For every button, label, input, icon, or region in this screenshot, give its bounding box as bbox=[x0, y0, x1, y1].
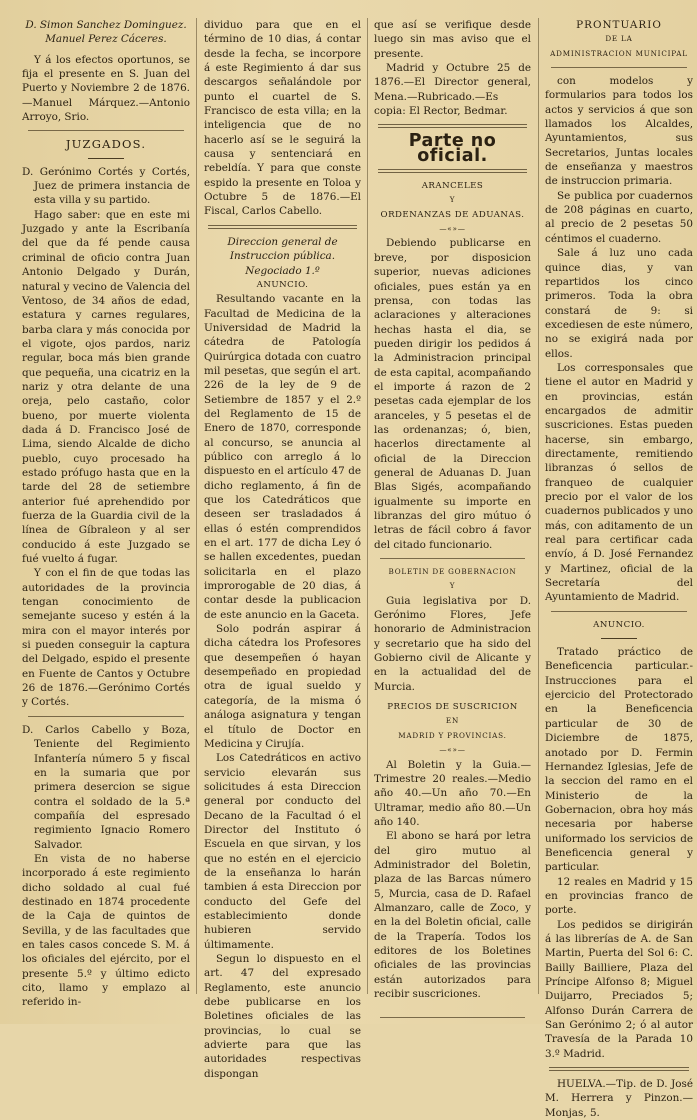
prontuario-heading: PRONTUARIO bbox=[576, 19, 662, 31]
notice-paragraph: Solo podrán aspirar á dicha cátedra los Profesores que desempeñen ó hayan desempeñado en propiedad otra de igual sueldo y categoría, de la misma ó análoga asignatura y tengan el título de Doctor en Medicina y Cirujía. bbox=[204, 623, 361, 750]
edict-intro: D. Gerónimo Cortés y Cortés, Juez de primera instancia de esta villa y su partido. bbox=[22, 165, 190, 207]
ornament: —«»— bbox=[439, 224, 466, 234]
notice-paragraph: Sale á luz uno cada quince dias, y van repartidos los cinco primeros. Toda la obra constará de 9: si excediesen de este número, no se exigirá nada por ellos. bbox=[545, 247, 693, 360]
precios-heading: PRECIOS DE SUSCRICION bbox=[387, 702, 518, 713]
column-1 bbox=[22, 18, 190, 1024]
notice-paragraph: Los pedidos se dirigirán á las librerías de A. de San Martin, Puerta del Sol 6: C. Bailly Bailliere, Plaza del Príncipe Alfonso 8; Miguel Duijarro, Preciados 5; Alfonso Durán Carrera de San Gerónimo 2; ó al autor Travesía de la Parada 10 3.º Madrid. bbox=[545, 918, 693, 1060]
double-divider bbox=[549, 1067, 689, 1071]
edict-intro: D. Carlos Cabello y Boza, Teniente del Regimiento Infantería número 5 y fiscal en la sumaria que por primera desercion se sigue contra el soldado de la 5.ª compañía del espresado regimiento Ignacio Romero Salvador. bbox=[22, 723, 190, 851]
boletin-heading: BOLETIN DE GOBERNACION bbox=[388, 567, 517, 577]
aranceles-heading: ARANCELES bbox=[421, 181, 484, 192]
price-paragraph: 12 reales en Madrid y 15 en provincias franco de porte. bbox=[545, 875, 693, 917]
conjunction: EN bbox=[445, 716, 460, 726]
notice-paragraph: Debiendo publicarse en breve, por disposicion superior, nuevas adiciones oficiales, pues están ya en prensa, con todas las aclaraciones y alteraciones hechas hasta el dia, se pueden dirigir los pedidos á la Administracion principal de esta capital, acompañando el importe á razon de 2 pesetas cada ejemplar de los aranceles, y 5 pesetas el de las ordenanzas; ó, bien, hacerlos directamente al oficial de la Direccion general de Aduanas D. Juan Blas Sigés, acompañando igualmente su importe en libranzas del giro mútuo ó letras de fácil cobro á favor del citado funcionario. bbox=[374, 237, 532, 551]
signature-line: Manuel Perez Cáceres. bbox=[45, 33, 167, 46]
column-rule bbox=[367, 18, 368, 994]
ornament: —«»— bbox=[439, 745, 466, 755]
printer-imprint: HUELVA.—Tip. de D. José M. Herrera y Pinzon.—Monjas, 5. bbox=[545, 1078, 693, 1119]
short-rule bbox=[601, 638, 637, 639]
notice-paragraph: Se publica por cuadernos de 208 páginas en cuarto, al precio de 2 pesetas 50 céntimos el cuaderno. bbox=[545, 189, 693, 245]
notice-continuation: que así se verifique desde luego sin mas aviso que el presente. bbox=[374, 19, 531, 60]
divider bbox=[28, 130, 184, 131]
signature-line: D. Simon Sanchez Dominguez. bbox=[25, 19, 187, 31]
date-signature: Madrid y Octubre 25 de 1876.—El Director general, Mena.—Rubricado.—Es copia: El Rector, Bedmar. bbox=[374, 62, 531, 118]
edict-paragraph: En vista de no haberse incorporado á este regimiento dicho soldado al cual fué destinado en 1874 procedente de la Caja de quintos de Sevilla, y de las facultades que en tales casos concede S. M. á los oficiales del ejército, por el presente 5.º y último edicto cito, llamo y emplazo al referido in- bbox=[22, 852, 190, 1009]
notice-paragraph: Guia legislativa por D. Gerónimo Flores, Jefe honorario de Administracion y secretario que ha sido del Gobierno civil de Alicante y en la actualidad del de Murcia. bbox=[374, 594, 531, 693]
ordenanzas-heading: ORDENANZAS DE ADUANAS. bbox=[380, 209, 525, 220]
section-title: Parte no oficial. bbox=[408, 131, 497, 166]
divider bbox=[551, 67, 687, 68]
divider bbox=[380, 558, 525, 559]
madrid-provincias-heading: MADRID Y PROVINCIAS. bbox=[398, 730, 507, 740]
divider bbox=[551, 611, 687, 612]
conjunction: Y bbox=[449, 195, 456, 205]
anuncio-heading: ANUNCIO. bbox=[593, 619, 645, 630]
double-divider bbox=[208, 225, 357, 229]
subheading: Negociado 1.º bbox=[245, 264, 320, 277]
edict-continuation: dividuo para que en el término de 10 dias, á contar desde la fecha, se incorpore á este Regimiento á dar sus descargos señalándole por punto el cuartel de S. Francisco de esta villa; en la inteligencia que de no hacerlo así se le seguirá la causa y sentenciará en rebeldía. Y para que conste espido la presente en Toloa y Octubre 5 de 1876.—El Fiscal, Carlos Cabello. bbox=[204, 19, 361, 218]
column-3 bbox=[374, 18, 531, 1024]
edict-paragraph: Y con el fin de que todas las autoridades de la provincia tengan conocimiento de semejante suceso y estén á la mira con el mayor interés por si pueden conseguir la captura del Delgado, espido el presente en Fuente de Cantos y Octubre 26 de 1876.—Gerónimo Cortés y Cortés. bbox=[22, 567, 190, 709]
prices-paragraph: Al Boletin y la Guia.—Trimestre 20 reales.—Medio año 40.—Un año 70.—En Ultramar, medio año 80.—Un año 140. bbox=[374, 758, 531, 828]
short-rule bbox=[88, 158, 124, 159]
notice-paragraph: Resultando vacante en la Facultad de Medicina de la Universidad de Madrid la cátedra de Patología Quirúrgica dotada con cuatro mil pesetas, que según el art. 226 de la ley de 9 de Setiembre de 1857 y el 2.º del Reglamento de 15 de Enero de 1870, corresponde al concurso, se anuncia al público con arreglo á lo dispuesto en el artículo 47 de dicho reglamento, á fin de que los Catedráticos que deseen ser trasladados á ellas ó estén comprendidos en el art. 177 de dicha Ley ó se hallen excedentes, puedan solicitarla en el plazo improrogable de 20 dias, á contar desde la publicacion de este anuncio en la Gaceta. bbox=[204, 293, 361, 621]
double-divider bbox=[378, 124, 527, 128]
notice-paragraph: con modelos y formularios para todos los actos y servicios á que son llamados los Alcaldes, Ayuntamientos, sus Secretarios, Juntas locales de enseñanza y maestros de instruccion primaria. bbox=[545, 75, 693, 188]
double-divider bbox=[378, 169, 527, 173]
notice-paragraph: El abono se hará por letra del giro mutuo al Administrador del Boletin, plaza de las Barcas número 5, Murcia, casa de D. Rafael Almanzaro, calle de Zoco, y en la del Boletin oficial, calle de la Trapería. Todos los editores de los Boletines oficiales de las provincias están autorizados para recibir suscriciones. bbox=[374, 830, 531, 1000]
column-2 bbox=[204, 18, 361, 1080]
section-heading: JUZGADOS. bbox=[65, 137, 147, 152]
notice-paragraph: Los corresponsales que tiene el autor en Madrid y en provincias, están encargados de admitir suscriciones. Estas pueden hacerse, sin embargo, directamente, remitiendo libranzas ó sellos de franqueo de cualquier precio por el valor de los cuadernos publicados y uno más, con aditamento de un real para certificar cada envío, á D. José Fernandez y Martinez, oficial de la Secretaría del Ayuntamiento de Madrid. bbox=[545, 361, 693, 604]
notice-paragraph: Tratado práctico de Beneficencia particular.-Instrucciones para el ejercicio del Protectorado en la Beneficencia particular de 30 de Diciembre de 1875, anotado por D. Fermin Hernandez Iglesias, Jefe de la seccion del ramo en el Ministerio de la Gobernacion, obra hoy más necesaria por haberse uniformado los servicios de Beneficencia general y particular. bbox=[545, 646, 693, 874]
conjunction: Y bbox=[449, 581, 456, 591]
edict-paragraph: Hago saber: que en este mi Juzgado y ante la Escribanía del que da fé pende causa criminal de oficio contra Juan Antonio Delgado y Durán, natural y vecino de Valencia del Ventoso, de 34 años de edad, estatura y carnes regulares, barba clara y más conocida por el vigote, ojos pardos, nariz regular, boca más bien grande que pequeña, una cicatriz en la nariz y otra delante de una oreja, pelo castaño, color bueno, por muerte violenta dada á D. Francisco José de Lima, siendo Alcalde de dicho pueblo, cuyo procesado ha estado prófugo hasta que en la tarde del 28 de setiembre anterior fué aprehendido por fuerza de la Guardia civil de la línea de Gíbraleon y al ser conducido á este Juzgado se fué vuelto á fugar. bbox=[22, 208, 190, 566]
notice-paragraph: Y á los efectos oportunos, se fija el presente en S. Juan del Puerto y Noviembre 2 de 1876.—Manuel Márquez.—Antonio Arroyo, Srio. bbox=[22, 53, 190, 124]
column-rule bbox=[538, 18, 539, 994]
section-heading: Direccion general de Instruccion pública. bbox=[227, 235, 338, 263]
anuncio-heading: ANUNCIO. bbox=[256, 279, 309, 290]
conjunction: DE LA bbox=[605, 34, 633, 44]
administracion-heading: ADMINISTRACION MUNICIPAL bbox=[550, 48, 688, 58]
notice-paragraph: Segun lo dispuesto en el art. 47 del expresado Reglamento, este anuncio debe publicarse en los Boletines oficiales de las provincias, lo cual se advierte para que las autoridades respectivas dispongan bbox=[204, 953, 361, 1080]
divider bbox=[28, 716, 184, 717]
divider bbox=[380, 1017, 525, 1018]
column-4 bbox=[545, 18, 693, 1119]
notice-paragraph: Los Catedráticos en activo servicio elevarán sus solicitudes á esta Direccion general por conducto del Decano de la Facultad ó el Director del Instituto ó Escuela en que sirvan, y los que no estén en el ejercicio de la enseñanza lo harán tambien á esta Direccion por conducto del Gefe del establecimiento donde hubieren servido últimamente. bbox=[204, 752, 361, 951]
column-rule bbox=[196, 18, 197, 994]
